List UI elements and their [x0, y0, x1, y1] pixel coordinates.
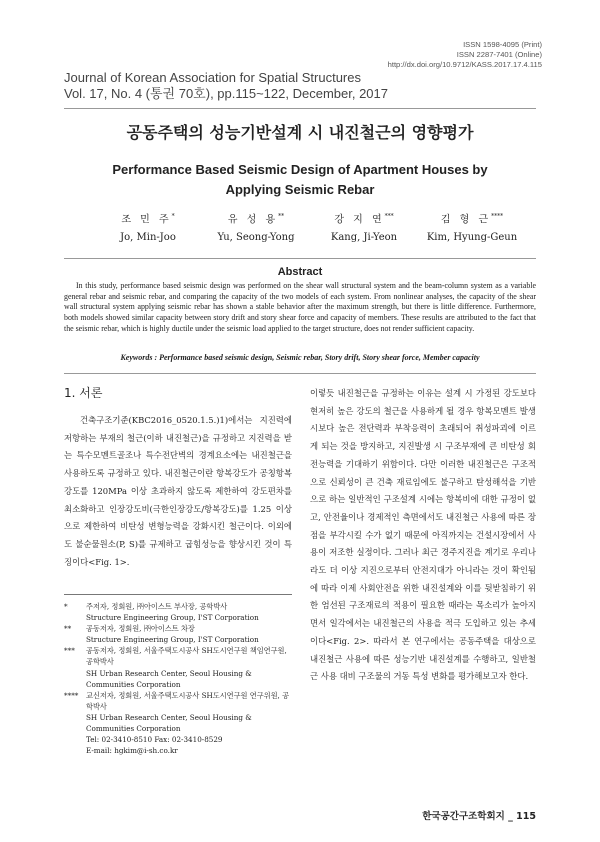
footnote-2-mark: ** — [64, 624, 72, 634]
issn-block — [388, 40, 542, 70]
author-2-mark: ** — [278, 213, 285, 220]
author-3-english: Kang, Ji-Yeon — [330, 232, 398, 244]
footnote-2-line2: Structure Engineering Group, I'ST Corporation — [86, 635, 259, 645]
footnote-3 — [64, 645, 292, 689]
footnote-4-line2: SH Urban Research Center, Seoul Housing & Communities Corporation — [86, 712, 252, 734]
abstract-heading: Abstract — [277, 266, 323, 278]
intro-left-column: 건축구조기준(KBC2016_0520.1.5.)1)에서는 지진력에 저항하는 부재의 철근(이하 내진철근)을 규정하고 지진력을 받는 특수모멘트골조나 특수전단벽의 경계요소에는 내진철근을 사용하도록 규정하고 있다. 내진철근이란 항복강도가 공칭항복강도를 120MPa 이상 초과하지 않도록 제한하여 강도편차를 최소화하고 인장강도비(극한인장강도/항복강도)를 1.25 이상으로 제한하여 비탄성 변형능력을 강화시킨 철근이다. 이외에도 불순물원소(P, S)를 규제하고 굽힘성능을 향상시킨 것이 특징이다<Fig. 1>. — [64, 415, 292, 567]
issn-online: ISSN 2287-7401 (Online) — [456, 50, 542, 59]
author-2-english: Yu, Seong-Yong — [217, 232, 295, 244]
footnote-2-line1: 공동저자, 정회원, ㈜아이스트 차장 — [86, 624, 195, 634]
author-2 — [196, 208, 316, 247]
title-english — [64, 160, 536, 200]
author-1-english: Jo, Min-Joo — [120, 232, 176, 244]
journal-header — [64, 70, 388, 102]
title-korean: 공동주택의 성능기반설계 시 내진철근의 영향평가 — [126, 123, 474, 142]
intro-right-column: 이렇듯 내진철근을 규정하는 이유는 설계 시 가정된 강도보다 현저히 높은 강도의 철근을 사용하게 될 경우 항복모멘트 발생 시보다 높은 전단력과 부착응력이 초래되어 취성파괴에 이르게 되는 것을 방지하고, 지진발생 시 구조부재에 큰 비탄성 회전능력을 기대하기 위함이다. 다만 이러한 내진철근은 구조적으로 신뢰성이 큰 건축 재료임에도 불구하고 탄성해석을 기반으로 하는 일반적인 구조설계 시에는 항복비에 대한 규정이 없고, 안전율이나 경제적인 측면에서도 내진철근 사용에 따른 장점을 부각시킬 수가 없기 때문에 아직까지는 건설시장에서 사용이 저조한 실정이다. 그러나 최근 경주지진을 계기로 우리나라도 더 이상 지진으로부터 안전지대가 아니라는 것이 확인됨에 따라 이제 사회안전을 위한 내진설계와 이를 뒷받침하기 위한 엄선된 구조재료의 적용이 필요한 때라는 목소리가 높아지면서 일각에서는 내진철근의 사용을 적극 도입하고 있는 추세이다<Fig. 2>. 따라서 본 연구에서는 공동주택을 대상으로 내진철근 사용에 따른 성능기반 내진설계를 수행하고, 일반철근 사용 대비 구조물의 거동 특성 변화를 평가해보고자 한다. — [310, 388, 536, 682]
footnote-2 — [64, 623, 292, 645]
header-divider — [64, 108, 536, 109]
section-heading-introduction: 1. 서론 — [64, 386, 103, 400]
footnote-1-line2: Structure Engineering Group, I'ST Corporation — [86, 613, 259, 623]
keywords-divider — [64, 373, 536, 374]
footnote-4-phone: Tel: 02-3410-8510 Fax: 02-3410-8529 — [86, 735, 223, 745]
footnote-4-line1: 교신저자, 정회원, 서울주택도시공사 SH도시연구원 연구위원, 공학박사 — [86, 690, 290, 711]
abstract-divider — [64, 258, 536, 259]
volume-line: Vol. 17, No. 4 (통권 70호), pp.115~122, December, 2017 — [64, 86, 388, 101]
footnote-1-mark: * — [64, 602, 68, 611]
author-4-mark: **** — [491, 213, 504, 220]
abstract-text: In this study, performance based seismic design was performed on the shear wall structural system and the beam-column system as a variable general rebar and seismic rebar, and comparing the capacity of the two models of each system. From nonlinear analyses, the capacity of the shear wall structural system applying seismic rebar has shown a stable behavior after the maximum strength, but there is little difference. Furthermore, both models showed similar capacity between story drift and story shear force and capacity of members. These results are attributed to the fact that the seismic rebar, which is highly ductile under the seismic load applied to the target structure, does not render sufficient capacity. — [64, 281, 536, 333]
author-4-english: Kim, Hyung-Geun — [426, 232, 518, 244]
page-footer: 한국공간구조학회지 _ 115 — [422, 811, 536, 822]
title-english-line1: Performance Based Seismic Design of Apartment Houses by — [112, 162, 488, 177]
title-english-line2: Applying Seismic Rebar — [225, 182, 375, 197]
keywords: Keywords : Performance based seismic design, Seismic rebar, Story drift, Story shear force, Member capacity — [120, 353, 480, 362]
author-1 — [88, 208, 208, 247]
author-4-korean: 김 형 근 — [440, 214, 492, 226]
doi-link[interactable]: http://dx.doi.org/10.9712/KASS.2017.17.4.115 — [387, 60, 542, 69]
footnote-divider — [64, 594, 292, 595]
author-footnotes — [64, 601, 292, 756]
issn-print: ISSN 1598-4095 (Print) — [463, 40, 542, 49]
author-3-mark: *** — [384, 213, 394, 220]
author-4 — [412, 208, 532, 247]
footnote-3-line2: SH Urban Research Center, Seoul Housing & Communities Corporation — [86, 668, 252, 689]
footnote-4 — [64, 690, 292, 757]
author-1-mark: * — [171, 213, 175, 220]
author-1-korean: 조 민 주 — [121, 214, 172, 226]
footnote-1-line1: 주저자, 정회원, ㈜아이스트 부사장, 공학박사 — [86, 602, 228, 611]
footnote-4-email[interactable]: E-mail: hgkim@i-sh.co.kr — [86, 746, 178, 756]
footnote-1 — [64, 601, 292, 623]
footnote-4-mark: **** — [64, 690, 79, 700]
author-3 — [304, 208, 424, 247]
author-3-korean: 강 지 연 — [334, 214, 385, 226]
footnote-3-line1: 공동저자, 정회원, 서울주택도시공사 SH도시연구원 책임연구원, 공학박사 — [86, 646, 287, 667]
footnote-3-mark: *** — [64, 646, 75, 656]
journal-name: Journal of Korean Association for Spatial Structures — [64, 70, 361, 85]
author-2-korean: 유 성 용 — [227, 214, 279, 226]
